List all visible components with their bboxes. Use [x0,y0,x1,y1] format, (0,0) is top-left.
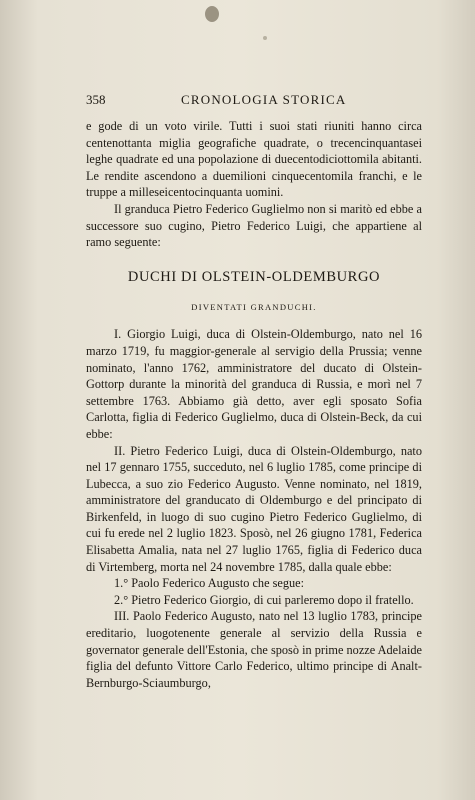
entry-paolo-federico-augusto: III. Paolo Federico Augusto, nato nel 13 luglio 1783, principe ereditario, luogotenente generale al servizio della Russia e governator generale dell'Estonia, che sposò in prime nozze Adelaide figlia del defunto Vittore Carlo Federico, ultimo principe di Analt-Bernburgo-Sciaumburgo, [86,609,422,690]
page-header [86,92,423,112]
ink-stain [205,6,219,22]
entry-pietro-federico-luigi: II. Pietro Federico Luigi, duca di Olstein-Oldemburgo, nato nel 17 gennaro 1755, succeduto, nel 6 luglio 1785, come principe di Lubecca, a suo zio Federico Augusto. Venne nominato, nel 1819, amministratore del granducato di Oldemburgo e del principato di Birkenfeld, in luogo di suo cugino Pietro Federico Guglielmo, di cui fu erede nel 2 luglio 1823. Sposò, nel 26 giugno 1781, Federica Elisabetta Amalia, nata nel 27 luglio 1765, figlia di Federico duca di Virtemberg, morta nel 24 novembre 1785, dalla quale ebbe: [86,443,422,574]
section-title: DUCHI DI OLSTEIN-OLDEMBURGO [127,268,381,285]
page-body [86,118,422,691]
child-item-1: 1.° Paolo Federico Augusto che segue: [114,576,305,591]
ink-speck [263,36,267,40]
second-paragraph: Il granduca Pietro Federico Guglielmo non si maritò ed ebbe a successore suo cugino, Pietro Federico Luigi, che appartiene al ramo seguente: [86,201,422,250]
opening-paragraph: e gode di un voto virile. Tutti i suoi stati riuniti hanno circa centenottanta miglia geografiche quadrate, o trecencinquantasei leghe quadrate ed una popolazione di duecentodiciottomila abitanti. Le rendite ascendono a duemilioni cinquecentomila franchi, e le truppe a milleseicentocinquanta uomini. [86,119,422,200]
page-number: 358 [86,92,106,107]
entry-giorgio-luigi: I. Giorgio Luigi, duca di Olstein-Oldemburgo, nato nel 16 marzo 1719, fu maggior-generale al servigio della Prussia; venne nominato, l'anno 1762, amministratore del ducato di Olstein-Gottorp durante la minorità del granduca di Russia, e morì nel 7 settembre 1763. Abbiamo già detto, aver egli sposato Sofia Carlotta, figlia di Federico Guglielmo, duca di Olstein-Beck, da cui ebbe: [86,327,422,441]
child-item-2: 2.° Pietro Federico Giorgio, di cui parleremo dopo il fratello. [114,592,414,607]
running-title: CRONOLOGIA STORICA [181,92,347,107]
section-subtitle: DIVENTATI GRANDUCHI. [191,301,317,312]
